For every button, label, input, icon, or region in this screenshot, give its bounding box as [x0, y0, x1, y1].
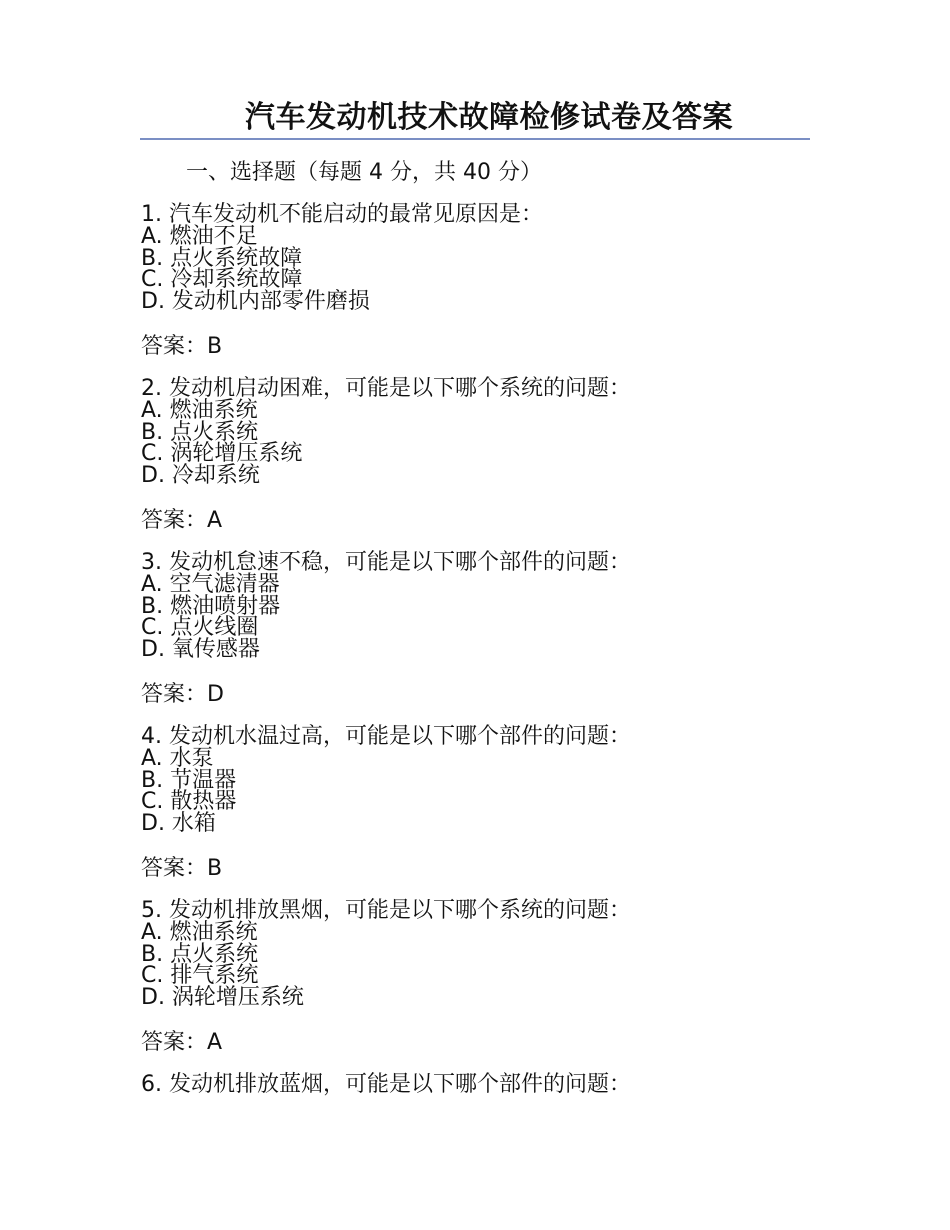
section-heading: 一、选择题（每题 4 分，共 40 分）	[186, 160, 542, 185]
option-a: A. 空气滤清器	[141, 572, 280, 597]
question-1	[141, 202, 821, 366]
question-stem: 4. 发动机水温过高，可能是以下哪个部件的问题：	[141, 724, 631, 749]
option-a: A. 水泵	[141, 746, 214, 771]
option-b: B. 燃油喷射器	[141, 593, 281, 619]
option-b: B. 点火系统	[141, 419, 259, 445]
question-5	[141, 898, 821, 1062]
title-underline	[140, 138, 810, 140]
option-b: B. 点火系统	[141, 941, 259, 967]
question-2	[141, 376, 821, 540]
option-a: A. 燃油系统	[141, 398, 258, 423]
option-d: D. 发动机内部零件磨损	[141, 288, 370, 314]
option-d: D. 水箱	[141, 810, 216, 836]
question-stem: 3. 发动机怠速不稳，可能是以下哪个部件的问题：	[141, 550, 631, 575]
option-d: D. 涡轮增压系统	[141, 984, 304, 1010]
option-c: C. 排气系统	[141, 963, 259, 988]
question-stem: 6. 发动机排放蓝烟，可能是以下哪个部件的问题：	[141, 1072, 631, 1097]
question-6	[141, 1072, 821, 1096]
option-c: C. 点火线圈	[141, 615, 259, 640]
question-stem: 5. 发动机排放黑烟，可能是以下哪个系统的问题：	[141, 898, 631, 923]
option-d: D. 冷却系统	[141, 462, 260, 488]
answer-line: 答案：B	[141, 334, 223, 359]
option-c: C. 涡轮增压系统	[141, 441, 303, 466]
question-stem: 1. 汽车发动机不能启动的最常见原因是：	[141, 202, 543, 227]
option-c: C. 冷却系统故障	[141, 267, 303, 292]
answer-line: 答案：A	[141, 1030, 223, 1055]
question-stem: 2. 发动机启动困难，可能是以下哪个系统的问题：	[141, 376, 631, 401]
option-d: D. 氧传感器	[141, 636, 260, 662]
option-b: B. 点火系统故障	[141, 245, 303, 271]
option-a: A. 燃油不足	[141, 224, 258, 249]
option-b: B. 节温器	[141, 767, 237, 793]
option-a: A. 燃油系统	[141, 920, 258, 945]
question-list	[141, 202, 821, 1106]
option-c: C. 散热器	[141, 789, 237, 814]
answer-line: 答案：D	[141, 682, 224, 707]
answer-line: 答案：B	[141, 856, 223, 881]
question-3	[141, 550, 821, 714]
document-title: 汽车发动机技术故障检修试卷及答案	[245, 100, 733, 135]
question-4	[141, 724, 821, 888]
answer-line: 答案：A	[141, 508, 223, 533]
